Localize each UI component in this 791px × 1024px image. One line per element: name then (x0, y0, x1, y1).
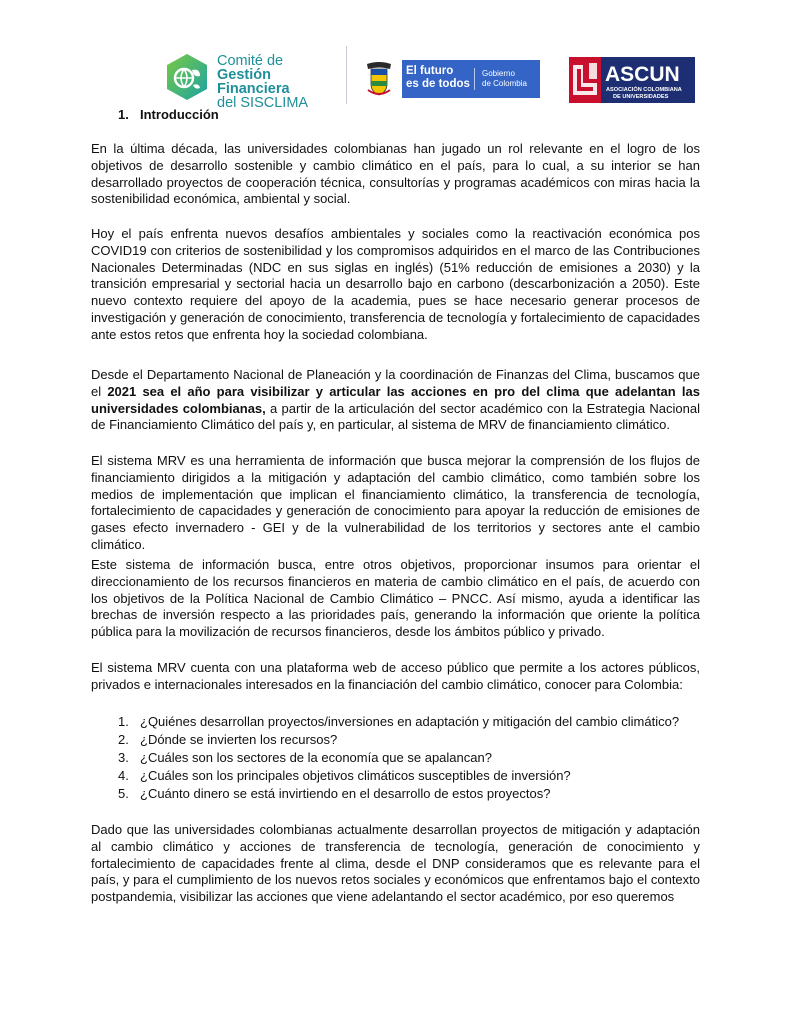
gov-slogan-line2: es de todos (406, 78, 470, 90)
ascun-logo (569, 57, 695, 103)
ascun-name: ASCUN (605, 63, 680, 86)
gov-name-line1: Gobierno (482, 69, 515, 78)
paragraph-3-rest: a partir de la articulación del sector académico con la Estrategia Nacional de Financiamiento Climático del país y, en particular, al sistema de MRV de financiamiento climático. (91, 400, 700, 433)
list-item (118, 731, 679, 749)
list-item (118, 785, 679, 803)
list-item (118, 767, 679, 785)
ascun-subtitle-line2: DE UNIVERSIDADES (613, 94, 669, 100)
comite-logo-line3: del SISCLIMA (217, 95, 309, 111)
gobierno-logo-band (402, 60, 540, 98)
questions-list (118, 713, 679, 803)
paragraph-6: El sistema MRV cuenta con una plataforma web de acceso público que permite a los actores públicos, privados e internacionales interesados en la financiación del cambio climático, conocer para Colombia: (91, 660, 700, 692)
list-item-number: 3. (118, 750, 129, 765)
paragraph-4: El sistema MRV es una herramienta de información que busca mejorar la comprensión de los flujos de financiamiento dirigidos a la mitigación y adaptación del cambio climático, como también sobre los medios de implementación que implican el financiamiento climático, la transferencia de tecnología, fortalecimiento de capacidades y generación de conocimiento para apoyar la reducción de emisiones de gases efecto invernadero - GEI y de la vulnerabilidad de los territorios y sectores ante el cambio climático. (91, 453, 700, 552)
paragraph-1: En la última década, las universidades colombianas han jugado un rol relevante en el logro de los objetivos de desarrollo sostenible y cambio climático en el país, para lo cual, a su interior se han desarrollado proyectos de cooperación técnica, consultorías y programas académicos con miras hacia la sostenibilidad económica, ambiental y social. (91, 141, 700, 207)
comite-logo-line2: Gestión Financiera (217, 67, 290, 97)
list-item-text: ¿Dónde se invierten los recursos? (140, 732, 338, 747)
list-item (118, 713, 679, 731)
section-number: 1. (118, 107, 129, 122)
paragraph-3 (91, 367, 700, 434)
list-item-text: ¿Cuáles son los principales objetivos climáticos susceptibles de inversión? (140, 768, 571, 783)
list-item-text: ¿Quiénes desarrollan proyectos/inversiones en adaptación y mitigación del cambio climático? (140, 714, 680, 729)
list-item (118, 749, 679, 767)
list-item-text: ¿Cuánto dinero se está invirtiendo en el desarrollo de estos proyectos? (140, 786, 551, 801)
logo-divider (346, 46, 347, 104)
list-item-text: ¿Cuáles son los sectores de la economía que se apalancan? (140, 750, 492, 765)
list-item-number: 1. (118, 714, 129, 729)
colombia-coat-of-arms-icon (364, 60, 394, 98)
gov-name-line2: de Colombia (482, 79, 527, 88)
section-title: Introducción (140, 107, 219, 122)
comite-logo (162, 50, 340, 111)
section-heading (118, 107, 219, 124)
comite-emblem-icon (162, 52, 212, 102)
paragraph-3-emphasis: 2021 sea el año para visibilizar y articular las acciones en pro del clima que adelantan las universidades colombianas, (91, 383, 700, 416)
paragraph-3-intro: Desde el Departamento Nacional de Planeación y la coordinación de Finanzas del Clima, buscamos que el (91, 367, 700, 399)
comite-logo-line1: Comité de (217, 53, 284, 69)
paragraph-2: Hoy el país enfrenta nuevos desafíos ambientales y sociales como la reactivación económica pos COVID19 con criterios de sostenibilidad y los compromisos adquiridos en el marco de las Contribuciones Nacionales Determinadas (NDC en sus siglas en inglés) (51% reducción de emisiones a 2030) y la transición empresarial y sectorial hacia un desarrollo bajo en carbono (descarbonización a 2050). Este nuevo contexto requiere del apoyo de la academia, pues se hace necesario generar procesos de investigación y generación de conocimiento, transferencia de tecnología y fortalecimiento de capacidades ante estos retos que enfrenta hoy la sociedad colombiana. (91, 226, 700, 342)
paragraph-7: Dado que las universidades colombianas actualmente desarrollan proyectos de mitigación y adaptación al cambio climático y acciones de transferencia de tecnología, generación de conocimiento y fortalecimiento de capacidades frente al clima, desde el DNP consideramos que es relevante para el país, y para el cumplimiento de los nuevos retos sociales y económicos que enfrentamos bajo el contexto postpandemia, visibilizar las acciones que viene adelantando el sector académico, por eso queremos (91, 822, 700, 905)
ascun-subtitle-line1: ASOCIACIÓN COLOMBIANA (606, 87, 682, 93)
paragraph-5: Este sistema de información busca, entre otros objetivos, proporcionar insumos para orientar el direccionamiento de los recursos financieros en materia de cambio climático en el país, de acuerdo con los objetivos de la Política Nacional de Cambio Climático – PNCC. Así mismo, ayuda a identificar las brechas de inversión respecto a las prioridades país, generando la información que oriente la política pública para la movilización de recursos financieros, desde los ámbitos público y privado. (91, 557, 700, 640)
list-item-number: 2. (118, 732, 129, 747)
gobierno-logo (360, 58, 542, 100)
list-item-number: 4. (118, 768, 129, 783)
gov-slogan-line1: El futuro (406, 65, 454, 77)
list-item-number: 5. (118, 786, 129, 801)
